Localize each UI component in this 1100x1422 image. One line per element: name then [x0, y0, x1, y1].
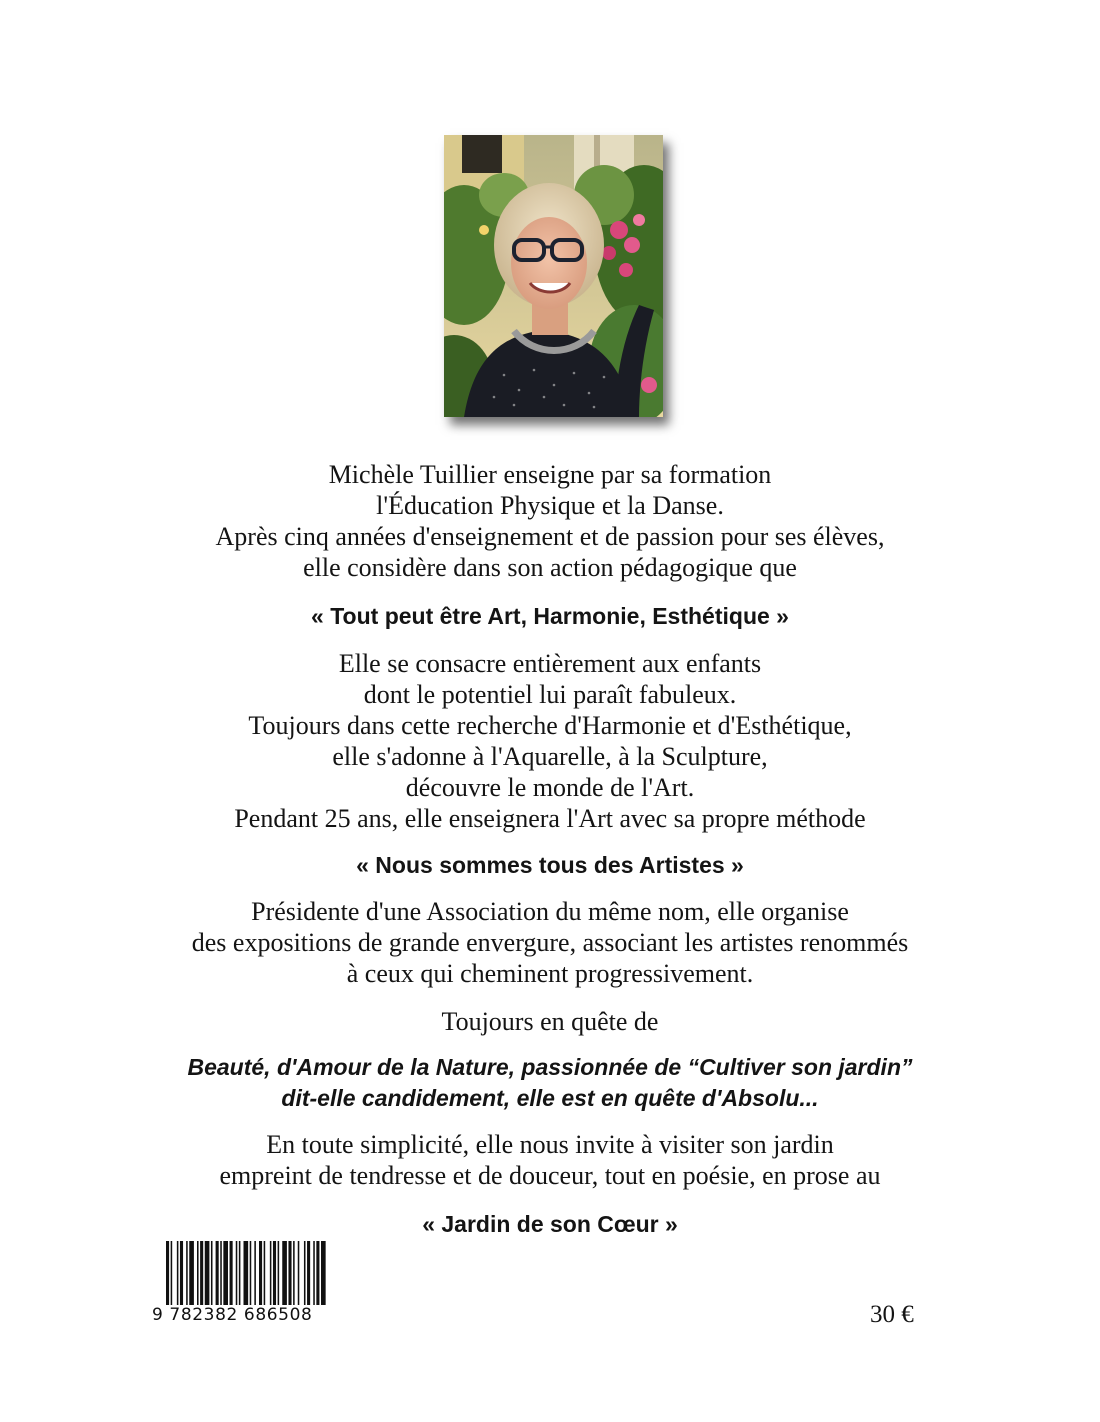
- quote-line: Beauté, d'Amour de la Nature, passionnée de “Cultiver son jardin”: [187, 1054, 913, 1080]
- bio-paragraph-4: [110, 1006, 990, 1037]
- bio-line: Elle se consacre entièrement aux enfants: [338, 649, 762, 678]
- isbn-digits: 9 782382 686508: [152, 1305, 328, 1325]
- bio-line: Toujours en quête de: [441, 1007, 659, 1036]
- quote-line: dit-elle candidement, elle est en quête d'Absolu...: [281, 1085, 819, 1111]
- bio-paragraph-5: [110, 1129, 990, 1191]
- bio-line: Michèle Tuillier enseigne par sa formation: [328, 460, 772, 489]
- price-label: 30 €: [870, 1301, 914, 1328]
- quote-jardin-coeur: « Jardin de son Cœur »: [422, 1211, 678, 1237]
- author-portrait-photo-icon: [444, 135, 663, 417]
- bio-line: dont le potentiel lui paraît fabuleux.: [363, 680, 737, 709]
- bio-line: empreint de tendresse et de douceur, tout en poésie, en prose au: [219, 1161, 881, 1190]
- bio-line: découvre le monde de l'Art.: [405, 773, 695, 802]
- bio-line: En toute simplicité, elle nous invite à visiter son jardin: [266, 1130, 834, 1159]
- bio-line: des expositions de grande envergure, associant les artistes renommés: [191, 928, 909, 957]
- bio-line: elle considère dans son action pédagogique que: [303, 553, 797, 582]
- bio-line: à ceux qui cheminent progressivement.: [346, 959, 754, 988]
- bio-paragraph-1: [110, 459, 990, 583]
- quote-beaute-absolu: [110, 1052, 990, 1114]
- quote-tous-artistes: « Nous sommes tous des Artistes »: [356, 852, 744, 878]
- bio-line: Pendant 25 ans, elle enseignera l'Art avec sa propre méthode: [234, 804, 866, 833]
- bio-line: l'Éducation Physique et la Danse.: [376, 491, 724, 520]
- bio-line: Présidente d'une Association du même nom, elle organise: [251, 897, 849, 926]
- bio-paragraph-2: [110, 648, 990, 834]
- bio-line: elle s'adonne à l'Aquarelle, à la Sculpture,: [332, 742, 768, 771]
- bio-paragraph-3: [110, 896, 990, 989]
- bio-line: Toujours dans cette recherche d'Harmonie et d'Esthétique,: [248, 711, 852, 740]
- author-photo: [444, 135, 663, 417]
- bio-line: Après cinq années d'enseignement et de passion pour ses élèves,: [215, 522, 885, 551]
- isbn-barcode: [152, 1241, 328, 1327]
- quote-art-harmonie: « Tout peut être Art, Harmonie, Esthétique »: [311, 603, 789, 629]
- barcode-icon: [152, 1241, 328, 1311]
